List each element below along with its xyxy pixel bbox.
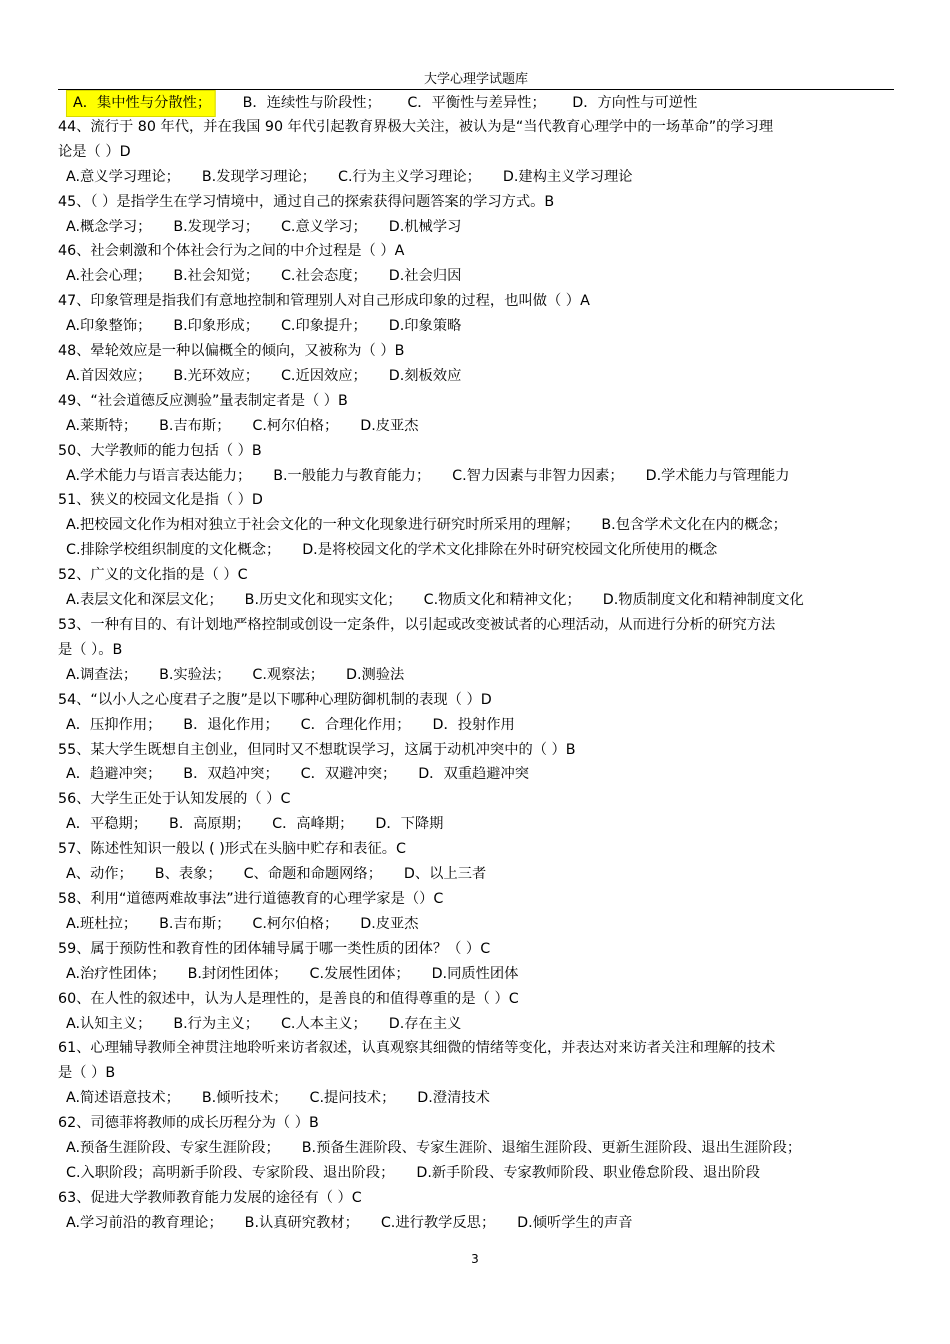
option: B.倾听技术； (201, 1090, 288, 1107)
option: B.包含学术文化在内的概念； (601, 517, 787, 534)
option: A.学习前沿的教育理论； (65, 1214, 223, 1231)
question-text: 45、（ ）是指学生在学习情境中，通过自己的探索获得问题答案的学习方式。B (58, 193, 555, 210)
option-row (58, 588, 896, 613)
question-text: 论是（ ）D (58, 143, 131, 160)
option: D.皮亚杰 (360, 417, 419, 434)
option: B.吉布斯； (159, 915, 231, 932)
question-item (58, 987, 898, 1037)
option: D.皮亚杰 (360, 915, 419, 932)
option: B.认真研究教材； (244, 1214, 359, 1231)
option: A.调查法； (65, 666, 138, 683)
option-row (58, 165, 896, 190)
question-item (58, 1111, 898, 1186)
question-text: 60、在人性的叙述中，认为人是理性的，是善良的和值得尊重的是（ ）C (58, 990, 519, 1007)
option: C.社会态度； (280, 268, 367, 285)
option: B.印象形成； (173, 318, 260, 335)
question-item (58, 613, 898, 688)
option-row (58, 1136, 896, 1161)
option: A.莱斯特； (65, 417, 138, 434)
question-item (58, 937, 898, 987)
option: B.行为主义； (173, 1015, 260, 1032)
option: B.预备生涯阶段、专家生涯阶、退缩生涯阶段、更新生涯阶段、退出生涯阶段； (301, 1140, 802, 1157)
option-row (58, 812, 896, 837)
option-row (58, 663, 896, 688)
option: D．投射作用 (432, 716, 515, 733)
option: C.发展性团体； (309, 965, 410, 982)
option: D．下降期 (375, 816, 444, 833)
option: C.智力因素与非智力因素； (452, 467, 624, 484)
option: D．方向性与可逆性 (572, 95, 698, 111)
option: D.机械学习 (388, 218, 462, 235)
option: B.一般能力与教育能力； (273, 467, 431, 484)
question-item (58, 563, 898, 613)
question-item (58, 1036, 898, 1111)
option-row (58, 1161, 896, 1186)
option-row (58, 215, 896, 240)
option: A.学术能力与语言表达能力； (65, 467, 252, 484)
page-header: 大学心理学试题库 (423, 72, 528, 87)
option: B.发现学习理论； (201, 168, 317, 185)
option: D.澄清技术 (417, 1090, 490, 1107)
option-row (58, 314, 896, 339)
question-list (58, 90, 898, 1236)
option: C．双避冲突； (300, 766, 397, 783)
option: A．平稳期； (65, 816, 148, 833)
option: A.治疗性团体； (65, 965, 166, 982)
option-row (58, 464, 896, 489)
option-row (58, 513, 896, 538)
option: B.光环效应； (173, 367, 260, 384)
option-row (58, 762, 896, 787)
question-item (58, 837, 898, 887)
option: D.测验法 (345, 666, 405, 683)
question-text: 55、某大学生既想自主创业，但同时又不想耽误学习，这属于动机冲突中的（ ）B (58, 741, 576, 758)
question-text: 是（ ）B (58, 1065, 116, 1082)
question-text: 62、司德菲将教师的成长历程分为（ ）B (58, 1115, 319, 1132)
question-item (58, 190, 898, 240)
option: B.封闭性团体； (187, 965, 288, 982)
question-item (58, 239, 898, 289)
question-text: 是（ ）。B (58, 641, 123, 658)
option-row (58, 1086, 896, 1111)
question-text: 46、社会刺激和个体社会行为之间的中介过程是（ ）A (58, 243, 405, 260)
option: A．趋避冲突； (65, 766, 162, 783)
option: C.柯尔伯格； (252, 915, 339, 932)
option: D.倾听学生的声音 (517, 1214, 633, 1231)
option-row (58, 1211, 896, 1236)
question-text: 48、晕轮效应是一种以偏概全的倾向，又被称为（ ）B (58, 343, 405, 360)
option: C、命题和命题网络； (243, 866, 382, 883)
option: D.建构主义学习理论 (502, 168, 633, 185)
question-text: 49、“社会道德反应测验”量表制定者是（ ）B (58, 392, 348, 409)
question-text: 58、利用“道德两难故事法”进行道德教育的心理学家是（）C (58, 890, 444, 907)
option-row (58, 264, 896, 289)
option: D、以上三者 (403, 866, 487, 883)
question-item (58, 488, 898, 563)
question-text: 63、促进大学教师教育能力发展的途径有（ ）C (58, 1189, 362, 1206)
option: A.班杜拉； (65, 915, 138, 932)
option: A．压抑作用； (65, 716, 162, 733)
option: B、表象； (154, 866, 222, 883)
question-item (58, 115, 898, 190)
option-row (58, 414, 896, 439)
option: C.提问技术； (309, 1090, 396, 1107)
option: A.社会心理； (65, 268, 152, 285)
option: A.印象整饰； (65, 318, 152, 335)
option: C.入职阶段；高明新手阶段、专家阶段、退出阶段； (65, 1164, 395, 1181)
option: D.学术能力与管理能力 (645, 467, 790, 484)
option: A.概念学习； (65, 218, 152, 235)
option-row (58, 713, 896, 738)
option: C.近因效应； (280, 367, 367, 384)
option: A.把校园文化作为相对独立于社会文化的一种文化现象进行研究时所采用的理解； (65, 517, 580, 534)
option-row (58, 364, 896, 389)
option: C．平衡性与差异性； (407, 95, 546, 111)
option: B.历史文化和现实文化； (244, 592, 402, 609)
question-text: 51、狭义的校园文化是指（ ）D (58, 492, 263, 509)
option: C．合理化作用； (300, 716, 411, 733)
question-item (58, 389, 898, 439)
option: D.物质制度文化和精神制度文化 (602, 592, 804, 609)
question-item (58, 1186, 898, 1236)
option: D.同质性团体 (431, 965, 519, 982)
option: C.观察法； (252, 666, 324, 683)
option: A.意义学习理论； (65, 168, 180, 185)
option: C.印象提升； (280, 318, 367, 335)
question-text: 47、印象管理是指我们有意地控制和管理别人对自己形成印象的过程，也叫做（ ）A (58, 293, 590, 310)
question-text: 56、大学生正处于认知发展的（ ）C (58, 791, 291, 808)
question-text: 54、“以小人之心度君子之腹”是以下哪种心理防御机制的表现（ ）D (58, 691, 492, 708)
option: D．双重趋避冲突 (418, 766, 530, 783)
option: B．退化作用； (183, 716, 279, 733)
option: C.人本主义； (280, 1015, 367, 1032)
option: C.物质文化和精神文化； (423, 592, 581, 609)
page-number: 3 (471, 1252, 479, 1266)
option: C.进行教学反思； (380, 1214, 496, 1231)
question-item (58, 688, 898, 738)
option: D.存在主义 (388, 1015, 462, 1032)
option: C.排除学校组织制度的文化概念； (65, 542, 281, 559)
question-text: 59、属于预防性和教育性的团体辅导属于哪一类性质的团体？（ ）C (58, 940, 491, 957)
option: B.社会知觉； (173, 268, 260, 285)
option: A.预备生涯阶段、专家生涯阶段； (65, 1140, 280, 1157)
option: A、动作； (65, 866, 133, 883)
option-row (58, 862, 896, 887)
option: C.行为主义学习理论； (338, 168, 481, 185)
option-row (58, 538, 896, 563)
option: A.表层文化和深层文化； (65, 592, 223, 609)
continued-options (58, 90, 896, 115)
option-row (58, 962, 896, 987)
option: A.认知主义； (65, 1015, 152, 1032)
question-text: 61、心理辅导教师全神贯注地聆听来访者叙述，认真观察其细微的情绪等变化，并表达对来访者关注和理解的技术 (58, 1040, 776, 1057)
question-item (58, 439, 898, 489)
question-item (58, 887, 898, 937)
question-item (58, 289, 898, 339)
question-text: 44、流行于 80 年代，并在我国 90 年代引起教育界极大关注，被认为是“当代教育心理学中的一场革命”的学习理 (58, 118, 774, 135)
option: A.首因效应； (65, 367, 152, 384)
option: B．高原期； (169, 816, 251, 833)
option: B．连续性与阶段性； (242, 95, 381, 111)
option: D.刻板效应 (388, 367, 462, 384)
option-row (58, 1012, 896, 1037)
question-text: 52、广义的文化指的是（ ）C (58, 567, 248, 584)
highlighted-option: A．集中性与分散性； (66, 90, 216, 117)
option-row (58, 912, 896, 937)
option: D.新手阶段、专家教师阶段、职业倦怠阶段、退出阶段 (416, 1164, 761, 1181)
option: A.简述语意技术； (65, 1090, 180, 1107)
option: D.是将校园文化的学术文化排除在外时研究校园文化所使用的概念 (302, 542, 718, 559)
question-item (58, 787, 898, 837)
question-text: 57、陈述性知识一般以 ( )形式在头脑中贮存和表征。C (58, 841, 406, 858)
option: D.社会归因 (388, 268, 462, 285)
option: B.发现学习； (173, 218, 260, 235)
option: B.吉布斯； (159, 417, 231, 434)
option: C．高峰期； (272, 816, 354, 833)
option: C.柯尔伯格； (252, 417, 339, 434)
option: B.实验法； (159, 666, 231, 683)
question-item (58, 738, 898, 788)
question-item (58, 339, 898, 389)
question-text: 50、大学教师的能力包括（ ）B (58, 442, 262, 459)
option: D.印象策略 (388, 318, 462, 335)
option: B．双趋冲突； (183, 766, 279, 783)
question-text: 53、一种有目的、有计划地严格控制或创设一定条件，以引起或改变被试者的心理活动，从而进行分析的研究方法 (58, 617, 776, 634)
option: C.意义学习； (280, 218, 367, 235)
